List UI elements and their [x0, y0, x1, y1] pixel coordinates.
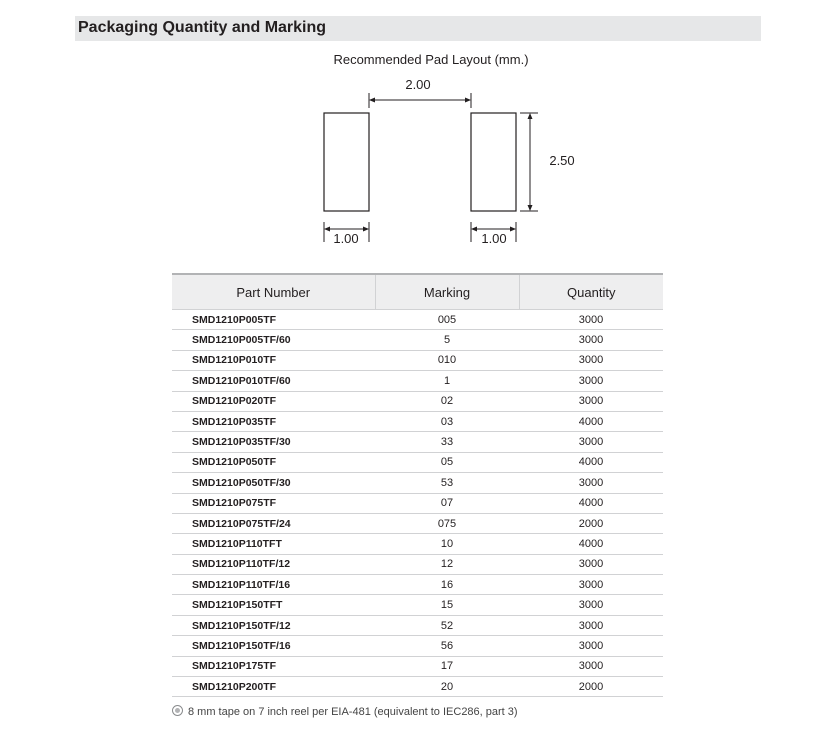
marking-cell: 15	[375, 595, 519, 615]
part-number-cell: SMD1210P075TF/24	[172, 513, 375, 533]
quantity-cell: 3000	[519, 432, 663, 452]
table-row	[172, 452, 663, 472]
table-header-row	[172, 274, 663, 310]
table-row	[172, 310, 663, 330]
table-row	[172, 391, 663, 411]
quantity-cell: 3000	[519, 391, 663, 411]
quantity-cell: 3000	[519, 371, 663, 391]
table-row	[172, 636, 663, 656]
table-row	[172, 677, 663, 697]
quantity-cell: 3000	[519, 595, 663, 615]
column-header-part-number: Part Number	[172, 274, 375, 310]
quantity-cell: 3000	[519, 473, 663, 493]
quantity-cell: 3000	[519, 656, 663, 676]
right-pad	[471, 113, 516, 211]
marking-cell: 02	[375, 391, 519, 411]
table-row	[172, 411, 663, 431]
circle-bullet-icon	[172, 705, 183, 716]
quantity-cell: 3000	[519, 350, 663, 370]
table-row	[172, 554, 663, 574]
part-number-cell: SMD1210P110TFT	[172, 534, 375, 554]
marking-cell: 17	[375, 656, 519, 676]
part-number-cell: SMD1210P050TF	[172, 452, 375, 472]
marking-cell: 03	[375, 411, 519, 431]
gap-dimension-label: 2.00	[405, 77, 431, 92]
marking-cell: 010	[375, 350, 519, 370]
table-row	[172, 615, 663, 635]
marking-cell: 1	[375, 371, 519, 391]
gap-dimension	[369, 93, 471, 108]
part-number-cell: SMD1210P150TFT	[172, 595, 375, 615]
table-row	[172, 473, 663, 493]
column-header-marking: Marking	[375, 274, 519, 310]
quantity-cell: 4000	[519, 452, 663, 472]
pad-layout-diagram	[0, 0, 836, 260]
quantity-cell: 3000	[519, 330, 663, 350]
quantity-cell: 4000	[519, 493, 663, 513]
part-number-cell: SMD1210P005TF/60	[172, 330, 375, 350]
table-body	[172, 310, 663, 697]
part-number-cell: SMD1210P035TF	[172, 411, 375, 431]
part-number-cell: SMD1210P200TF	[172, 677, 375, 697]
marking-cell: 56	[375, 636, 519, 656]
table-row	[172, 513, 663, 533]
quantity-cell: 4000	[519, 411, 663, 431]
table-row	[172, 595, 663, 615]
part-number-cell: SMD1210P075TF	[172, 493, 375, 513]
left-pad	[324, 113, 369, 211]
marking-cell: 05	[375, 452, 519, 472]
marking-cell: 5	[375, 330, 519, 350]
marking-cell: 33	[375, 432, 519, 452]
column-header-quantity: Quantity	[519, 274, 663, 310]
quantity-cell: 3000	[519, 636, 663, 656]
part-number-cell: SMD1210P110TF/16	[172, 575, 375, 595]
marking-cell: 20	[375, 677, 519, 697]
table-row	[172, 432, 663, 452]
marking-cell: 005	[375, 310, 519, 330]
packaging-table	[172, 273, 663, 697]
table-row	[172, 493, 663, 513]
quantity-cell: 2000	[519, 513, 663, 533]
quantity-cell: 3000	[519, 575, 663, 595]
part-number-cell: SMD1210P010TF/60	[172, 371, 375, 391]
height-dimension	[520, 113, 538, 211]
quantity-cell: 3000	[519, 310, 663, 330]
part-number-cell: SMD1210P005TF	[172, 310, 375, 330]
table-row	[172, 534, 663, 554]
part-number-cell: SMD1210P150TF/16	[172, 636, 375, 656]
footnote	[172, 705, 518, 718]
marking-cell: 52	[375, 615, 519, 635]
marking-cell: 10	[375, 534, 519, 554]
part-number-cell: SMD1210P150TF/12	[172, 615, 375, 635]
part-number-cell: SMD1210P010TF	[172, 350, 375, 370]
part-number-cell: SMD1210P020TF	[172, 391, 375, 411]
section-title: Packaging Quantity and Marking	[78, 19, 327, 36]
table-row	[172, 656, 663, 676]
part-number-cell: SMD1210P050TF/30	[172, 473, 375, 493]
table-row	[172, 371, 663, 391]
marking-cell: 53	[375, 473, 519, 493]
quantity-cell: 2000	[519, 677, 663, 697]
part-number-cell: SMD1210P175TF	[172, 656, 375, 676]
quantity-cell: 3000	[519, 615, 663, 635]
table-row	[172, 330, 663, 350]
quantity-cell: 3000	[519, 554, 663, 574]
table-row	[172, 350, 663, 370]
part-number-cell: SMD1210P110TF/12	[172, 554, 375, 574]
right-width-label: 1.00	[481, 231, 507, 246]
pad-layout-title: Recommended Pad Layout (mm.)	[333, 52, 529, 67]
height-dimension-label: 2.50	[549, 153, 575, 168]
marking-cell: 07	[375, 493, 519, 513]
marking-cell: 075	[375, 513, 519, 533]
marking-cell: 12	[375, 554, 519, 574]
quantity-cell: 4000	[519, 534, 663, 554]
table-row	[172, 575, 663, 595]
part-number-cell: SMD1210P035TF/30	[172, 432, 375, 452]
footnote-text: 8 mm tape on 7 inch reel per EIA-481 (equivalent to IEC286, part 3)	[188, 706, 518, 718]
left-width-label: 1.00	[333, 231, 359, 246]
marking-cell: 16	[375, 575, 519, 595]
